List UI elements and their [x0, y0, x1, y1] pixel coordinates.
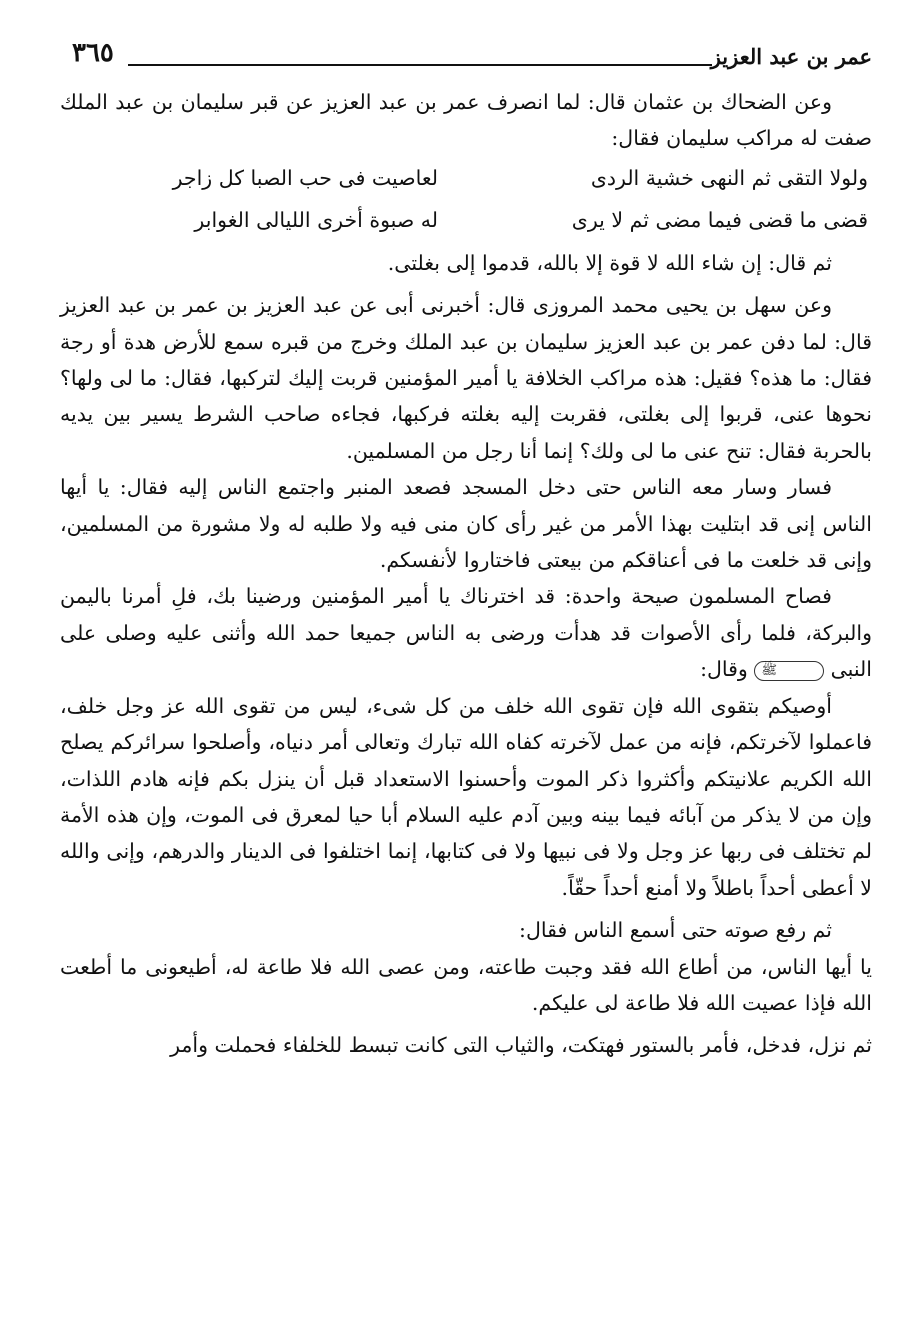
page-header [60, 38, 872, 84]
verse-1-first-hemistich: ولولا التقى ثم النهى خشية الردى [590, 165, 868, 190]
running-title: عمر بن عبد العزيز [710, 44, 872, 69]
salutation-glyph: ﷺ [754, 661, 824, 681]
body-text [60, 84, 872, 1064]
verse-2-first-hemistich: قضى ما قضى فيما مضى ثم لا يرى [571, 207, 868, 232]
paragraph-text: فصاح المسلمون صيحة واحدة: قد اخترناك يا أمير المؤمنين ورضينا بك، فلِ أمرنا باليمن والبركة، فلما رأى الأصوات قد هدأت ورضى به الناس جميعا حمد الله وأثنى عليه وصلى على النبى [60, 584, 872, 682]
paragraph-text-end: وقال: [700, 657, 748, 682]
paragraph: ثم رفع صوته حتى أسمع الناس فقال: [519, 918, 832, 943]
book-page [60, 38, 872, 1064]
paragraph: يا أيها الناس، من أطاع الله فقد وجبت طاعته، ومن عصى الله فلا طاعة له، أطيعونى ما أطعت الله فإذا عصيت الله فلا طاعة لى عليكم. [60, 954, 872, 1015]
paragraph: أوصيكم بتقوى الله فإن تقوى الله خلف من كل شىء، ليس من تقوى الله عز وجل خلف، فاعملوا لآخرتكم، فإنه من عمل لآخرته كفاه الله تبارك وتعالى أمر دنياه، وأصلحوا سرائركم يصلح الله الكريم علانيتكم وأكثروا ذكر الموت وأحسنوا الاستعداد قبل أن ينزل بكم فإنه هادم اللذات، وإن من لا يذكر من آبائه فيما بينه وبين آدم عليه السلام أبا حيا لمعرق فى الموت، وإن هذه الأمة لم تختلف فى ربها عز وجل ولا فى نبيها ولا فى كتابها، إنما اختلفوا فى الدينار والدرهم، وإنى والله لا أعطى أحداً باطلاً ولا أمنع أحداً حقّاً. [60, 693, 872, 900]
page-number: ٣٦٥ [72, 38, 114, 68]
paragraph: ثم نزل، فدخل، فأمر بالستور فهتكت، والثياب التى كانت تبسط للخلفاء فحملت وأمر [170, 1033, 872, 1058]
header-rule [128, 64, 712, 66]
poem-verses [60, 157, 872, 245]
paragraph: وعن الضحاك بن عثمان قال: لما انصرف عمر بن عبد العزيز عن قبر سليمان بن عبد الملك صفت له مراكب سليمان فقال: [60, 90, 872, 151]
paragraph: وعن سهل بن يحيى محمد المروزى قال: أخبرنى أبى عن عبد العزيز بن عمر بن عبد العزيز قال: لما دفن عمر بن عبد العزيز سليمان بن عبد الملك وخرج من قبره سمع للأرض هدة أو رجة فقال: ما هذه؟ فقيل: هذه مراكب الخلافة يا أمير المؤمنين قربت إليك لتركبها، فقال: ما لى ولها؟ نحوها عنى، قربوا إلى بغلتى، فقربت إليه بغلته فركبها، فجاءه صاحب الشرط يسير بين يديه بالحربة فقال: تنح عنى ما لى ولك؟ إنما أنا رجل من المسلمين. [60, 293, 872, 463]
paragraph: ثم قال: إن شاء الله لا قوة إلا بالله، قدموا إلى بغلتى. [387, 250, 832, 275]
verse-2-second-hemistich: له صبوة أخرى الليالى الغوابر [194, 207, 438, 232]
verse-1-second-hemistich: لعاصيت فى حب الصبا كل زاجر [172, 165, 438, 190]
paragraph: فسار وسار معه الناس حتى دخل المسجد فصعد المنبر واجتمع الناس إليه فقال: يا أيها الناس إنى قد ابتليت بهذا الأمر من غير رأى كان منى فيه ولا طلبه له ولا مشورة من المسلمين، وإنى قد خلعت ما فى أعناقكم من بيعتى فاختاروا لأنفسكم. [60, 475, 872, 573]
paragraph [60, 578, 872, 687]
